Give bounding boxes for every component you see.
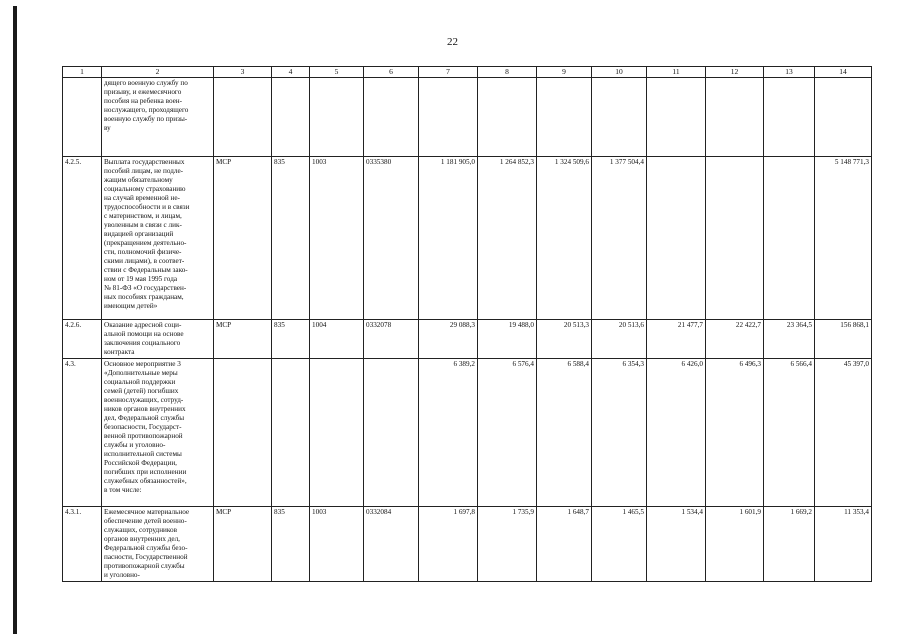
description-line: Российской Федерации,: [104, 459, 177, 467]
value-2019-cell: 22 422,7: [706, 320, 764, 359]
description-line: Выплата государственных: [104, 158, 185, 166]
page-number: 22: [447, 36, 458, 48]
total-cell: 5 148 771,3: [815, 157, 872, 320]
column-header-1: 1: [63, 67, 102, 78]
value-2018-cell: [647, 157, 706, 320]
section-code-cell: [310, 359, 364, 507]
executor-cell: [214, 359, 272, 507]
gr-code-cell: 835: [272, 320, 310, 359]
column-header-10: 10: [592, 67, 647, 78]
value-2017-cell: 20 513,6: [592, 320, 647, 359]
row-index: 4.2.5.: [63, 157, 102, 320]
value-2018-cell: 21 477,7: [647, 320, 706, 359]
description-line: ных пособиях гражданам,: [104, 293, 184, 301]
row-index: 4.2.6.: [63, 320, 102, 359]
column-header-2: 2: [102, 67, 214, 78]
description-line: Основное мероприятие 3: [104, 360, 181, 368]
table-body: [63, 78, 872, 582]
value-2019-cell: [706, 78, 764, 157]
description-line: в том числе:: [104, 486, 142, 494]
executor-cell: МСР: [214, 157, 272, 320]
value-2019-cell: 6 496,3: [706, 359, 764, 507]
value-2018-cell: 1 534,4: [647, 507, 706, 582]
description-line: сти, полномочий физиче-: [104, 248, 182, 256]
description-line: ников органов внутренних: [104, 405, 186, 413]
value-2020-cell: [764, 78, 815, 157]
value-2017-cell: 1 465,5: [592, 507, 647, 582]
row-index: 4.3.1.: [63, 507, 102, 582]
description-line: с материнством, и лицам,: [104, 212, 182, 220]
value-2015-cell: 1 264 852,3: [478, 157, 537, 320]
value-2018-cell: 6 426,0: [647, 359, 706, 507]
description-line: Оказание адресной соци-: [104, 321, 182, 329]
value-2018-cell: [647, 78, 706, 157]
row-description: [102, 320, 214, 359]
value-2017-cell: 1 377 504,4: [592, 157, 647, 320]
description-line: погибших при исполнении: [104, 468, 187, 476]
value-2016-cell: [537, 78, 592, 157]
value-2015-cell: 19 488,0: [478, 320, 537, 359]
description-line: дел, Федеральной службы: [104, 414, 185, 422]
value-2020-cell: 6 566,4: [764, 359, 815, 507]
table-row: [63, 78, 872, 157]
row-description: [102, 507, 214, 582]
description-line: венной противопожарной: [104, 432, 183, 440]
section-code-cell: 1003: [310, 157, 364, 320]
description-line: пасности, Государственной: [104, 553, 188, 561]
section-code-cell: 1003: [310, 507, 364, 582]
gr-code-cell: 835: [272, 507, 310, 582]
value-2014-cell: 1 697,8: [419, 507, 478, 582]
description-line: противопожарной службы: [104, 562, 185, 570]
total-cell: 156 868,1: [815, 320, 872, 359]
target-code-cell: 0335380: [364, 157, 419, 320]
target-code-cell: 0332078: [364, 320, 419, 359]
description-line: Ежемесячное материальное: [104, 508, 190, 516]
description-line: исполнительной системы: [104, 450, 182, 458]
description-line: ву: [104, 124, 111, 132]
column-header-11: 11: [647, 67, 706, 78]
column-header-5: 5: [310, 67, 364, 78]
description-line: ном от 19 мая 1995 года: [104, 275, 178, 283]
description-line: «Дополнительные меры: [104, 369, 178, 377]
value-2017-cell: [592, 78, 647, 157]
description-line: служащих, сотрудников: [104, 526, 178, 534]
row-index: [63, 78, 102, 157]
total-cell: [815, 78, 872, 157]
description-line: жащим обязательному: [104, 176, 173, 184]
row-description: [102, 78, 214, 157]
value-2014-cell: 6 389,2: [419, 359, 478, 507]
value-2019-cell: 1 601,9: [706, 507, 764, 582]
value-2015-cell: 1 735,9: [478, 507, 537, 582]
section-code-cell: [310, 78, 364, 157]
table-row: [63, 359, 872, 507]
value-2020-cell: 1 669,2: [764, 507, 815, 582]
description-line: безопасности, Государст-: [104, 423, 182, 431]
value-2016-cell: 20 513,3: [537, 320, 592, 359]
executor-cell: МСР: [214, 320, 272, 359]
gr-code-cell: 835: [272, 157, 310, 320]
description-line: призыву, и ежемесячного: [104, 88, 182, 96]
description-line: службы и уголовно-: [104, 441, 166, 449]
description-line: ствии с Федеральным зако-: [104, 266, 188, 274]
description-line: пособия на ребенка воен-: [104, 97, 183, 105]
budget-table: [62, 66, 872, 582]
description-line: дящего военную службу по: [104, 79, 188, 87]
column-header-12: 12: [706, 67, 764, 78]
value-2020-cell: [764, 157, 815, 320]
value-2016-cell: 1 648,7: [537, 507, 592, 582]
section-code-cell: 1004: [310, 320, 364, 359]
target-code-cell: 0332084: [364, 507, 419, 582]
description-line: имеющим детей»: [104, 302, 158, 310]
description-line: семей (детей) погибших: [104, 387, 179, 395]
target-code-cell: [364, 78, 419, 157]
description-line: (прекращением деятельно-: [104, 239, 187, 247]
total-cell: 11 353,4: [815, 507, 872, 582]
column-header-13: 13: [764, 67, 815, 78]
target-code-cell: [364, 359, 419, 507]
description-line: Федеральной службы безо-: [104, 544, 188, 552]
table-row: [63, 157, 872, 320]
total-cell: 45 397,0: [815, 359, 872, 507]
binder-edge: [13, 6, 17, 634]
value-2014-cell: 29 088,3: [419, 320, 478, 359]
column-number-row: [63, 67, 872, 78]
description-line: социальному страхованию: [104, 185, 186, 193]
column-header-3: 3: [214, 67, 272, 78]
description-line: военнослужащих, сотруд-: [104, 396, 184, 404]
column-header-6: 6: [364, 67, 419, 78]
row-description: [102, 359, 214, 507]
description-line: на случай временной не-: [104, 194, 180, 202]
description-line: служебных обязанностей»,: [104, 477, 187, 485]
column-header-4: 4: [272, 67, 310, 78]
column-header-9: 9: [537, 67, 592, 78]
description-line: обеспечение детей военно-: [104, 517, 187, 525]
description-line: военную службу по призы-: [104, 115, 188, 123]
column-header-14: 14: [815, 67, 872, 78]
description-line: заключения социального: [104, 339, 181, 347]
row-index: 4.3.: [63, 359, 102, 507]
description-line: № 81-ФЗ «О государствен-: [104, 284, 187, 292]
description-line: социальной поддержки: [104, 378, 176, 386]
gr-code-cell: [272, 78, 310, 157]
value-2016-cell: 6 588,4: [537, 359, 592, 507]
description-line: контракта: [104, 348, 135, 356]
description-line: нослужащего, проходящего: [104, 106, 189, 114]
table-row: [63, 507, 872, 582]
description-line: альной помощи на основе: [104, 330, 184, 338]
description-line: трудоспособности и в связи: [104, 203, 190, 211]
description-line: пособий лицам, не подле-: [104, 167, 184, 175]
value-2017-cell: 6 354,3: [592, 359, 647, 507]
description-line: уволенным в связи с лик-: [104, 221, 182, 229]
value-2015-cell: 6 576,4: [478, 359, 537, 507]
row-description: [102, 157, 214, 320]
gr-code-cell: [272, 359, 310, 507]
description-line: видацией организаций: [104, 230, 174, 238]
description-line: и уголовно-: [104, 571, 140, 579]
table-row: [63, 320, 872, 359]
column-header-8: 8: [478, 67, 537, 78]
description-line: скими лицами), в соответ-: [104, 257, 185, 265]
value-2020-cell: 23 364,5: [764, 320, 815, 359]
executor-cell: МСР: [214, 507, 272, 582]
column-header-7: 7: [419, 67, 478, 78]
description-line: органов внутренних дел,: [104, 535, 180, 543]
value-2014-cell: [419, 78, 478, 157]
value-2014-cell: 1 181 905,0: [419, 157, 478, 320]
value-2015-cell: [478, 78, 537, 157]
value-2019-cell: [706, 157, 764, 320]
value-2016-cell: 1 324 509,6: [537, 157, 592, 320]
executor-cell: [214, 78, 272, 157]
